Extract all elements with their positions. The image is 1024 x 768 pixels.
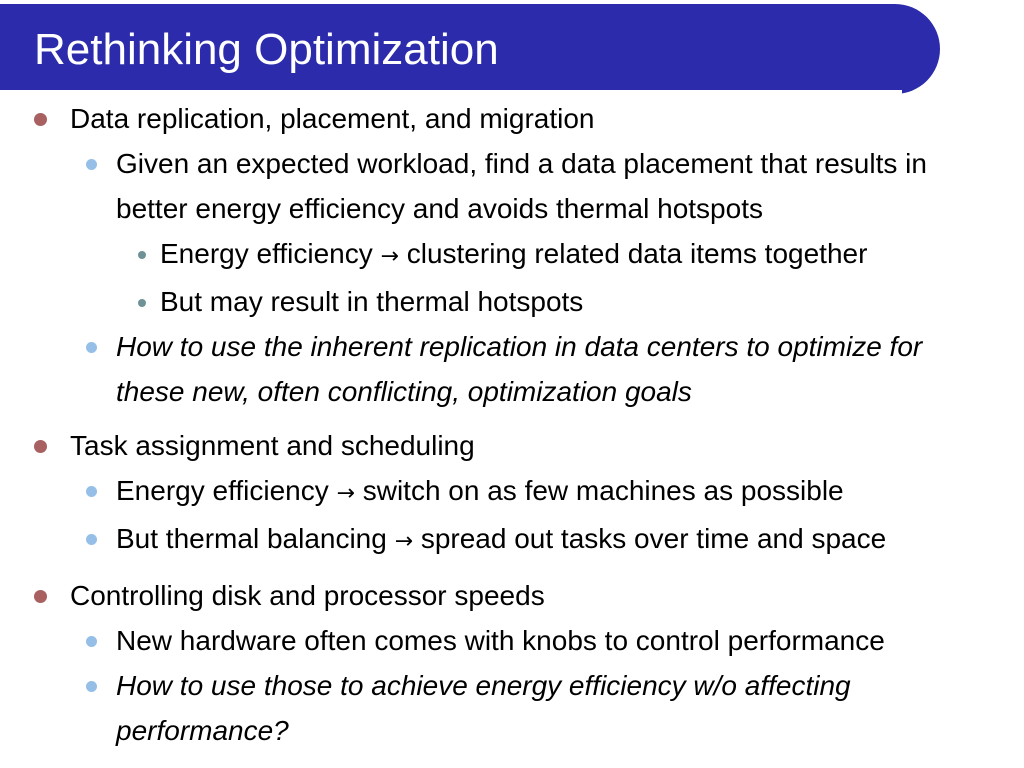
sub-bullet-dot-icon	[86, 636, 97, 647]
bullet-item	[70, 423, 1024, 564]
bullet-left-text: Energy efficiency	[160, 238, 373, 269]
sub-sub-bullet-list	[116, 231, 996, 324]
arrow-right-icon: →	[394, 529, 414, 554]
bullet-right-text: switch on as few machines as possible	[362, 475, 844, 506]
bullet-right-text: clustering related data items together	[406, 238, 868, 269]
sub-sub-bullet-item	[160, 279, 996, 324]
bullet-list	[0, 96, 1024, 753]
sub-sub-bullet-dot-icon	[138, 251, 146, 259]
bullet-text: Data replication, placement, and migration	[70, 103, 595, 134]
title-bar	[0, 4, 940, 94]
sub-bullet-item	[116, 324, 996, 414]
sub-sub-bullet-dot-icon	[138, 299, 146, 307]
sub-bullet-text: How to use those to achieve energy efficiency w/o affecting performance?	[116, 670, 851, 746]
sub-sub-bullet-item	[160, 231, 996, 279]
sub-bullet-list	[70, 618, 1024, 753]
bullet-dot-icon	[34, 440, 47, 453]
bullet-dot-icon	[34, 590, 47, 603]
sub-bullet-list	[70, 468, 1024, 564]
arrow-right-icon: →	[380, 244, 399, 269]
bullet-left-text: Energy efficiency	[116, 475, 329, 506]
bullet-left-text: But thermal balancing	[116, 523, 387, 554]
sub-bullet-item	[116, 141, 996, 324]
sub-bullet-text: New hardware often comes with knobs to control performance	[116, 625, 885, 656]
bullet-text: Task assignment and scheduling	[70, 430, 475, 461]
title-underline	[0, 90, 902, 94]
sub-bullet-list	[70, 141, 1024, 414]
sub-bullet-dot-icon	[86, 534, 97, 545]
sub-bullet-dot-icon	[86, 159, 97, 170]
sub-bullet-item	[116, 618, 996, 663]
sub-bullet-dot-icon	[86, 681, 97, 692]
bullet-right-text: spread out tasks over time and space	[420, 523, 887, 554]
bullet-dot-icon	[34, 113, 47, 126]
sub-bullet-text: How to use the inherent replication in data centers to optimize for these new, often conflicting, optimization goals	[116, 331, 923, 407]
bullet-text: Controlling disk and processor speeds	[70, 580, 545, 611]
sub-bullet-dot-icon	[86, 342, 97, 353]
sub-bullet-dot-icon	[86, 486, 97, 497]
sub-sub-bullet-text: But may result in thermal hotspots	[160, 286, 584, 317]
slide-content	[0, 96, 1024, 762]
sub-bullet-item	[116, 468, 996, 516]
sub-bullet-item	[116, 516, 996, 564]
sub-bullet-text: Given an expected workload, find a data placement that results in better energy efficiency and avoids thermal hotspots	[116, 148, 927, 224]
bullet-item	[70, 96, 1024, 414]
sub-bullet-item	[116, 663, 996, 753]
arrow-right-icon: →	[336, 481, 355, 506]
bullet-item	[70, 573, 1024, 753]
slide-title: Rethinking Optimization	[34, 25, 499, 74]
